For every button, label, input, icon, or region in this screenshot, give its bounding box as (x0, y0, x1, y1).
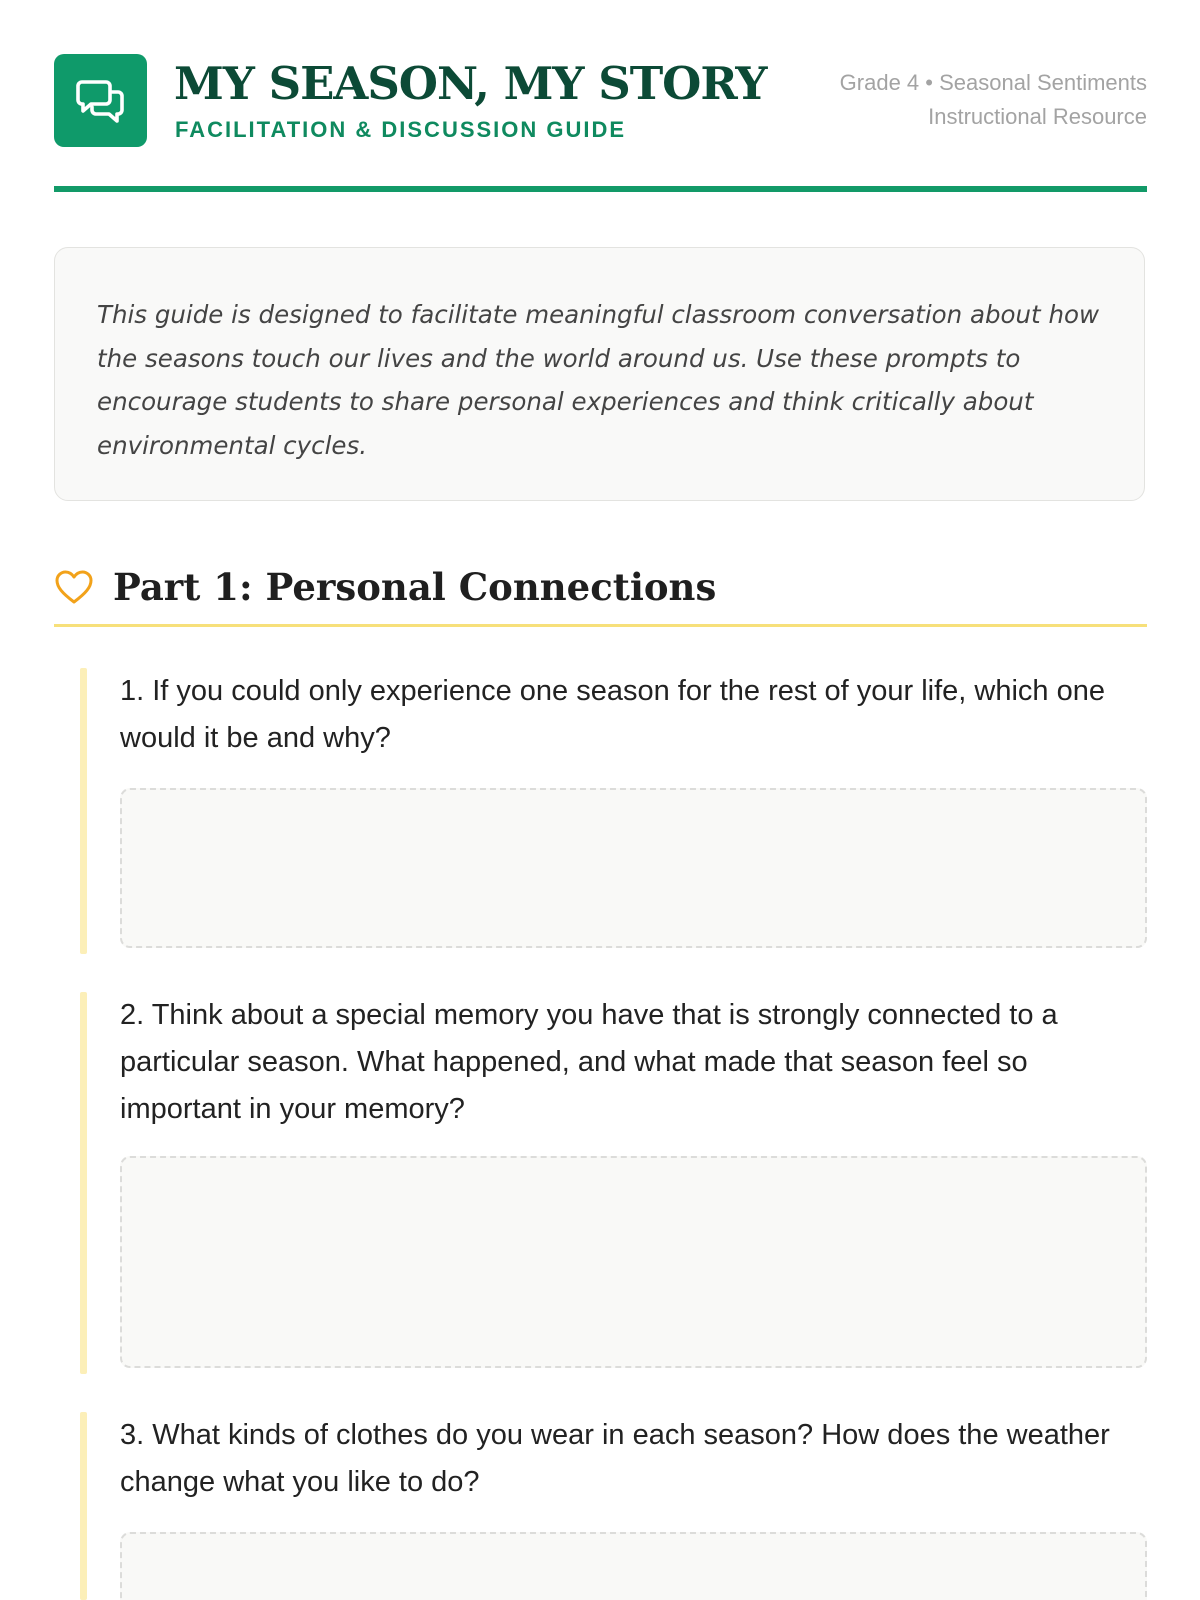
question-item (80, 1412, 1147, 1600)
page-title: MY SEASON, MY STORY (174, 57, 767, 110)
logo (54, 54, 147, 147)
answer-field[interactable] (120, 1532, 1147, 1600)
resource-type-label: Instructional Resource (928, 104, 1147, 129)
header-divider (54, 186, 1147, 192)
grade-label: Grade 4 • Seasonal Sentiments (839, 70, 1147, 95)
section-divider (54, 624, 1147, 627)
question-text: 2. Think about a special memory you have that is strongly connected to a particular season. What happened, and what made that season feel so important in your memory? (120, 999, 1058, 1125)
section-title: Part 1: Personal Connections (113, 565, 717, 609)
answer-field[interactable] (120, 1156, 1147, 1368)
resource-meta (840, 66, 1147, 134)
chat-bubbles-icon (74, 74, 128, 128)
heart-icon (54, 568, 94, 608)
intro-callout (54, 247, 1145, 501)
intro-text: This guide is designed to facilitate meaningful classroom conversation about how the seasons touch our lives and the world around us. Use these prompts to encourage students to share personal experiences and think critically about environmental cycles. (97, 300, 1099, 460)
section-heading (54, 558, 1147, 626)
question-text: 3. What kinds of clothes do you wear in each season? How does the weather change what you like to do? (120, 1419, 1110, 1498)
question-item (80, 668, 1147, 954)
page-header (54, 54, 1147, 148)
page-subtitle: FACILITATION & DISCUSSION GUIDE (175, 117, 627, 142)
page (54, 0, 1147, 1600)
question-accent-bar (80, 668, 87, 954)
answer-field[interactable] (120, 788, 1147, 948)
question-text: 1. If you could only experience one season for the rest of your life, which one would it be and why? (120, 675, 1105, 754)
question-accent-bar (80, 992, 87, 1374)
question-item (80, 992, 1147, 1374)
question-accent-bar (80, 1412, 87, 1600)
